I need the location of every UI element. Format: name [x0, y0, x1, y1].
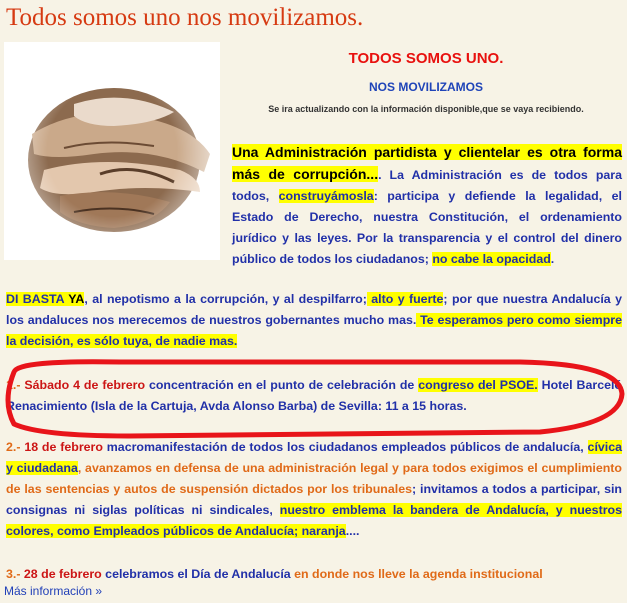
intro-keyword-2: no cabe la opacidad [432, 252, 551, 266]
intro-text-2: : participa y defiende la legalidad, el Estado de Derecho, nuestra Constitución, el ordenamiento jurídico y las leyes. Por la transparencia y el control del dinero público de todos los ciudadanos; [232, 189, 622, 266]
main-heading: TODOS SOMOS UNO. [348, 50, 504, 67]
event-1-text-1: concentración en el punto de celebración de [145, 378, 415, 392]
event-2-text-2: , avanzamos en defensa de una administración legal y para todos exigimos el cumplimiento de las sentencias y autos de suspensión dictados por los tribunales [6, 461, 622, 496]
intro-text-3: . [550, 252, 555, 266]
event-1-date: Sábado 4 de febrero [24, 378, 146, 392]
intro-lead: Una Administración partidista y clientelar es otra forma más de corrupción... [232, 144, 622, 182]
event-3-text-2: en donde nos lleve la agenda institucional [290, 567, 543, 581]
page-title: Todos somos uno nos movilizamos. [6, 4, 364, 31]
event-2-date: 18 de febrero [24, 440, 103, 454]
event-3-date: 28 de febrero [23, 567, 102, 581]
basta-alto-y-fuerte: alto y fuerte [366, 292, 444, 306]
subheading: NOS MOVILIZAMOS [369, 80, 483, 94]
event-2-number: 2.- [6, 440, 25, 454]
basta-ya: YA [68, 292, 85, 306]
event-3 [6, 564, 622, 585]
event-2 [6, 437, 622, 542]
event-3-number: 3.- [6, 567, 24, 581]
event-2-text-3: ; invitamos a todos a participar, sin consignas ni siglas políticas ni sindicales, [6, 482, 622, 517]
event-1-text-2: Hotel Barceló Renacimiento (Isla de la Cartuja, Avda Alonso Barba) de Sevilla: 11 a 15 horas. [6, 378, 622, 413]
event-3-text-1: celebramos el Día de Andalucía [101, 567, 291, 581]
basta-di-basta: DI BASTA [6, 292, 69, 306]
event-2-text-4: .... [345, 524, 360, 538]
basta-text-2: ; por que nuestra Andalucía y los andaluces nos merecemos de nuestros gobernantes mucho mas. [6, 292, 622, 327]
event-1-keyword: congreso del PSOE. [418, 378, 538, 392]
intro-paragraph [232, 142, 622, 270]
basta-text-1: , al nepotismo a la corrupción, y al despilfarro; [84, 292, 367, 306]
event-2-keyword-2: nuestro emblema la bandera de Andalucía, y nuestros colores, como Empleados públicos de Andalucía; naranja [6, 503, 622, 538]
event-1 [6, 375, 622, 417]
event-2-text-1: macromanifestación de todos los ciudadanos empleados públicos de andalucía, [102, 440, 584, 454]
update-note: Se ira actualizando con la información disponible,que se vaya recibiendo. [268, 104, 584, 114]
intro-keyword-1: construyámosla [278, 189, 374, 203]
more-info-link[interactable]: Más información » [4, 584, 103, 598]
event-2-keyword-1: cívica y ciudadana [6, 440, 622, 475]
basta-te-esperamos: Te esperamos pero como siempre la decisión, es sólo tuya, de nadie mas. [6, 313, 622, 348]
intro-text-1: . La Administración es de todos para todos, [232, 168, 622, 203]
basta-paragraph [6, 289, 622, 352]
hands-photo [4, 42, 220, 260]
event-1-number: 1.- [6, 378, 25, 392]
